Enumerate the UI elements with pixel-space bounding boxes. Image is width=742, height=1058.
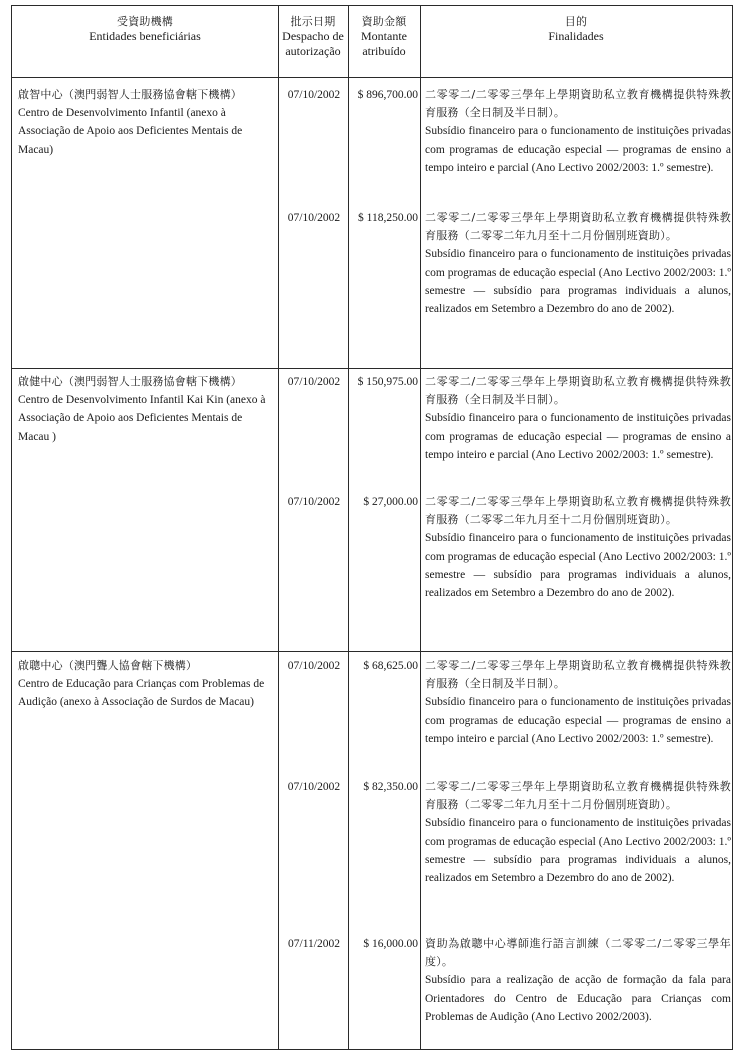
- header-date: 批示日期 Despacho de autorização: [282, 15, 344, 58]
- grant-purpose: 資助為啟聰中心導師進行語言訓練（二零零二/二零零三學年度）。 Subsídio para a realização de acção de formação da fala para Orientadores do Centro de Educação para Crianças com Problemas de Audição (Ano Lectivo 2002/2003).: [425, 937, 731, 1023]
- header-entities: 受資助機構 Entidades beneficiárias: [89, 15, 201, 43]
- grant-purpose: 二零零二/二零零三學年上學期資助私立教育機構提供特殊教育服務（二零零二年九月至十二月份個別班資助）。 Subsídio financeiro para o funcionamento de instituições privadas com programas de educação especial (Ano Lectivo 2002/2003: 1.º semestre — subsídio para programas individuais a alunos, realizados em Setembro a Dezembro do ano de 2002).: [425, 780, 731, 885]
- grant-date: 07/11/2002: [288, 938, 340, 950]
- grant-purpose: 二零零二/二零零三學年上學期資助私立教育機構提供特殊教育服務（全日制及半日制）。 Subsídio financeiro para o funcionamento de instituições privadas com programas de educação especial — programas de ensino a tempo inteiro e parcial (Ano Lectivo 2002/2003: 1.º semestre).: [425, 375, 731, 461]
- grant-purpose: 二零零二/二零零三學年上學期資助私立教育機構提供特殊教育服務（二零零二年九月至十二月份個別班資助）。 Subsídio financeiro para o funcionamento de instituições privadas com programas de educação especial (Ano Lectivo 2002/2003: 1.º semestre — subsídio para programas individuais a alunos, realizados em Setembro a Dezembro do ano de 2002).: [425, 495, 731, 600]
- grant-amount: $ 118,250.00: [358, 212, 418, 224]
- grant-date: 07/10/2002: [287, 660, 341, 672]
- table-row-entity: 啟聰中心（澳門聾人協會轄下機構） Centro de Educação para Crianças com Problemas de Audição (anexo à Associação de Surdos de Macau): [18, 659, 265, 709]
- grant-date: 07/10/2002: [287, 781, 341, 793]
- grant-date: 07/10/2002: [287, 376, 341, 388]
- row-divider: [12, 368, 732, 369]
- header-amount: 資助金額 Montante atribuído: [361, 15, 407, 58]
- grant-amount: $ 150,975.00: [357, 376, 418, 388]
- grant-purpose: 二零零二/二零零三學年上學期資助私立教育機構提供特殊教育服務（全日制及半日制）。 Subsídio financeiro para o funcionamento de instituições privadas com programas de educação especial — programas de ensino a tempo inteiro e parcial (Ano Lectivo 2002/2003: 1.º semestre).: [425, 659, 731, 745]
- row-divider: [12, 651, 732, 652]
- column-divider: [348, 6, 349, 1049]
- table-header: [12, 6, 732, 78]
- table-row-entity: 啟健中心（澳門弱智人士服務協會轄下機構） Centro de Desenvolvimento Infantil Kai Kin (anexo à Associação de Apoio aos Deficientes Mentais de Macau ): [18, 375, 266, 443]
- grant-date: 07/10/2002: [287, 496, 341, 508]
- header-purpose: 目的 Finalidades: [548, 15, 604, 43]
- grant-purpose: 二零零二/二零零三學年上學期資助私立教育機構提供特殊教育服務（全日制及半日制）。 Subsídio financeiro para o funcionamento de instituições privadas com programas de educação especial — programas de ensino a tempo inteiro e parcial (Ano Lectivo 2002/2003: 1.º semestre).: [425, 88, 731, 174]
- column-divider: [278, 6, 279, 1049]
- column-divider: [420, 6, 421, 1049]
- grant-amount: $ 896,700.00: [357, 89, 418, 101]
- grant-purpose: 二零零二/二零零三學年上學期資助私立教育機構提供特殊教育服務（二零零二年九月至十二月份個別班資助）。 Subsídio financeiro para o funcionamento de instituições privadas com programas de educação especial (Ano Lectivo 2002/2003: 1.º semestre — subsídio para programas individuais a alunos, realizados em Setembro a Dezembro do ano de 2002).: [425, 211, 731, 316]
- grant-date: 07/10/2002: [287, 89, 341, 101]
- table-row-entity: 啟智中心（澳門弱智人士服務協會轄下機構） Centro de Desenvolvimento Infantil (anexo à Associação de Apoio aos Deficientes Mentais de Macau): [18, 88, 243, 156]
- grant-amount: $ 16,000.00: [363, 938, 418, 950]
- grant-date: 07/10/2002: [287, 212, 341, 224]
- grants-table: [11, 5, 733, 1050]
- grant-amount: $ 27,000.00: [363, 496, 418, 508]
- grant-amount: $ 68,625.00: [363, 660, 418, 672]
- grant-amount: $ 82,350.00: [363, 781, 418, 793]
